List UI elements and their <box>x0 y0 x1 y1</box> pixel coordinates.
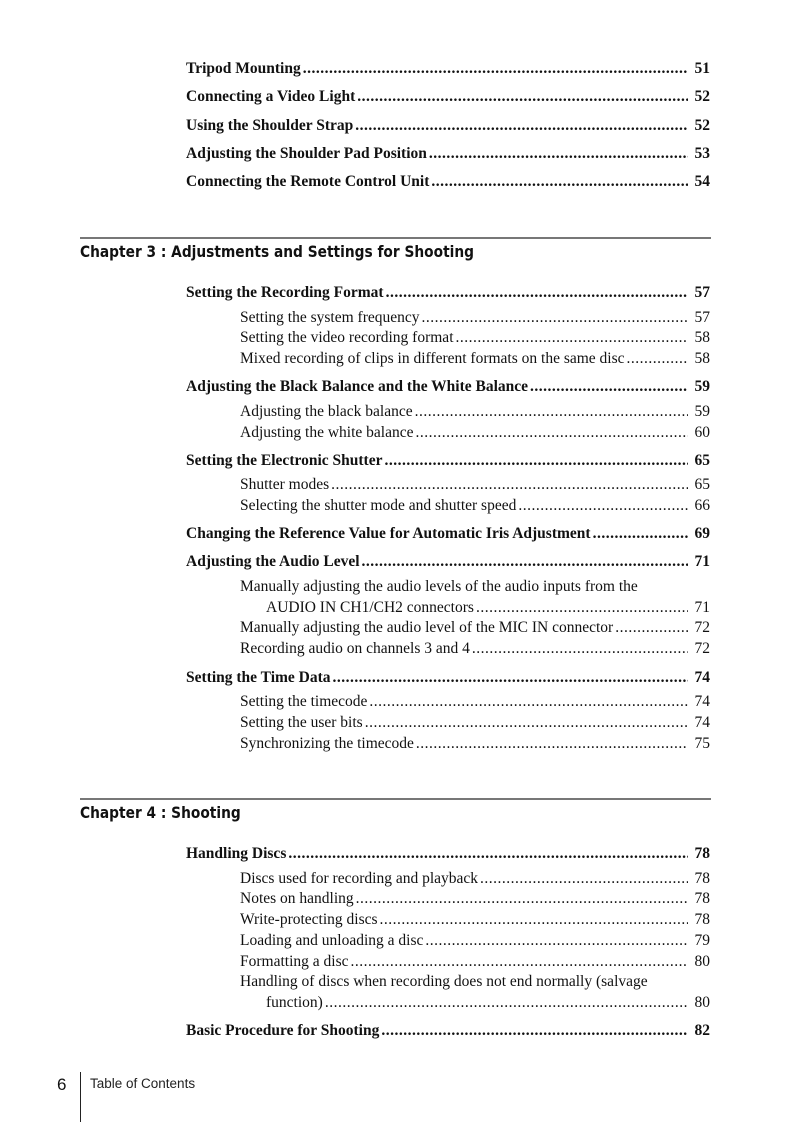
toc-subsection[interactable]: Notes on handling ..... 78 <box>240 890 710 908</box>
toc-section[interactable]: Adjusting the Black Balance and the White Balance ..... 59 <box>186 378 710 396</box>
toc-subsection[interactable]: Setting the user bits ..... 74 <box>240 714 710 732</box>
toc-subsection[interactable]: Adjusting the black balance ..... 59 <box>240 403 710 421</box>
chapter-rule <box>80 798 711 800</box>
toc-entry[interactable]: Connecting the Remote Control Unit ..... 54 <box>186 173 710 191</box>
toc-section[interactable]: Changing the Reference Value for Automatic Iris Adjustment ..... 69 <box>186 525 710 543</box>
toc-subsection[interactable]: Synchronizing the timecode ..... 75 <box>240 735 710 753</box>
toc-subsection[interactable]: AUDIO IN CH1/CH2 connectors ..... 71 <box>266 599 710 617</box>
toc-subsection[interactable]: Selecting the shutter mode and shutter speed ..... 66 <box>240 497 710 515</box>
toc-subsection[interactable]: Setting the video recording format ..... 58 <box>240 329 710 347</box>
toc-subsection[interactable]: Mixed recording of clips in different formats on the same disc ..... 58 <box>240 350 710 368</box>
toc-subsection[interactable]: Recording audio on channels 3 and 4 ..... 72 <box>240 640 710 658</box>
chapter-heading: Chapter 3 : Adjustments and Settings for Shooting <box>80 242 475 261</box>
toc-subsection[interactable]: Write-protecting discs ..... 78 <box>240 911 710 929</box>
toc-subsection[interactable]: Adjusting the white balance ..... 60 <box>240 424 710 442</box>
toc-section[interactable]: Setting the Time Data ..... 74 <box>186 669 710 687</box>
toc-section[interactable]: Basic Procedure for Shooting ..... 82 <box>186 1022 710 1040</box>
toc-entry[interactable]: Connecting a Video Light ..... 52 <box>186 88 710 106</box>
toc-subsection[interactable]: Discs used for recording and playback ..... 78 <box>240 870 710 888</box>
toc-entry[interactable]: Tripod Mounting ..... 51 <box>186 60 710 78</box>
footer-divider <box>80 1072 81 1122</box>
toc-subsection[interactable]: Formatting a disc ..... 80 <box>240 953 710 971</box>
page-number: 6 <box>57 1075 67 1094</box>
toc-subsection[interactable]: Loading and unloading a disc ..... 79 <box>240 932 710 950</box>
toc-section[interactable]: Setting the Electronic Shutter ..... 65 <box>186 452 710 470</box>
toc-section[interactable]: Setting the Recording Format ..... 57 <box>186 284 710 302</box>
footer-section-label: Table of Contents <box>90 1076 196 1091</box>
toc-subsection-line1[interactable]: Handling of discs when recording does not end normally (salvage <box>240 973 648 990</box>
chapter-heading: Chapter 4 : Shooting <box>80 803 241 822</box>
toc-section[interactable]: Adjusting the Audio Level ..... 71 <box>186 553 710 571</box>
toc-subsection[interactable]: Shutter modes ..... 65 <box>240 476 710 494</box>
toc-subsection-line1[interactable]: Manually adjusting the audio levels of the audio inputs from the <box>240 578 638 595</box>
toc-section[interactable]: Handling Discs ..... 78 <box>186 845 710 863</box>
toc-subsection[interactable]: Setting the system frequency ..... 57 <box>240 309 710 327</box>
chapter-rule <box>80 237 711 239</box>
toc-subsection[interactable]: Setting the timecode ..... 74 <box>240 693 710 711</box>
toc-entry[interactable]: Using the Shoulder Strap ..... 52 <box>186 117 710 135</box>
toc-subsection[interactable]: function) ..... 80 <box>266 994 710 1012</box>
toc-subsection[interactable]: Manually adjusting the audio level of the MIC IN connector ..... 72 <box>240 619 710 637</box>
toc-entry[interactable]: Adjusting the Shoulder Pad Position ..... 53 <box>186 145 710 163</box>
